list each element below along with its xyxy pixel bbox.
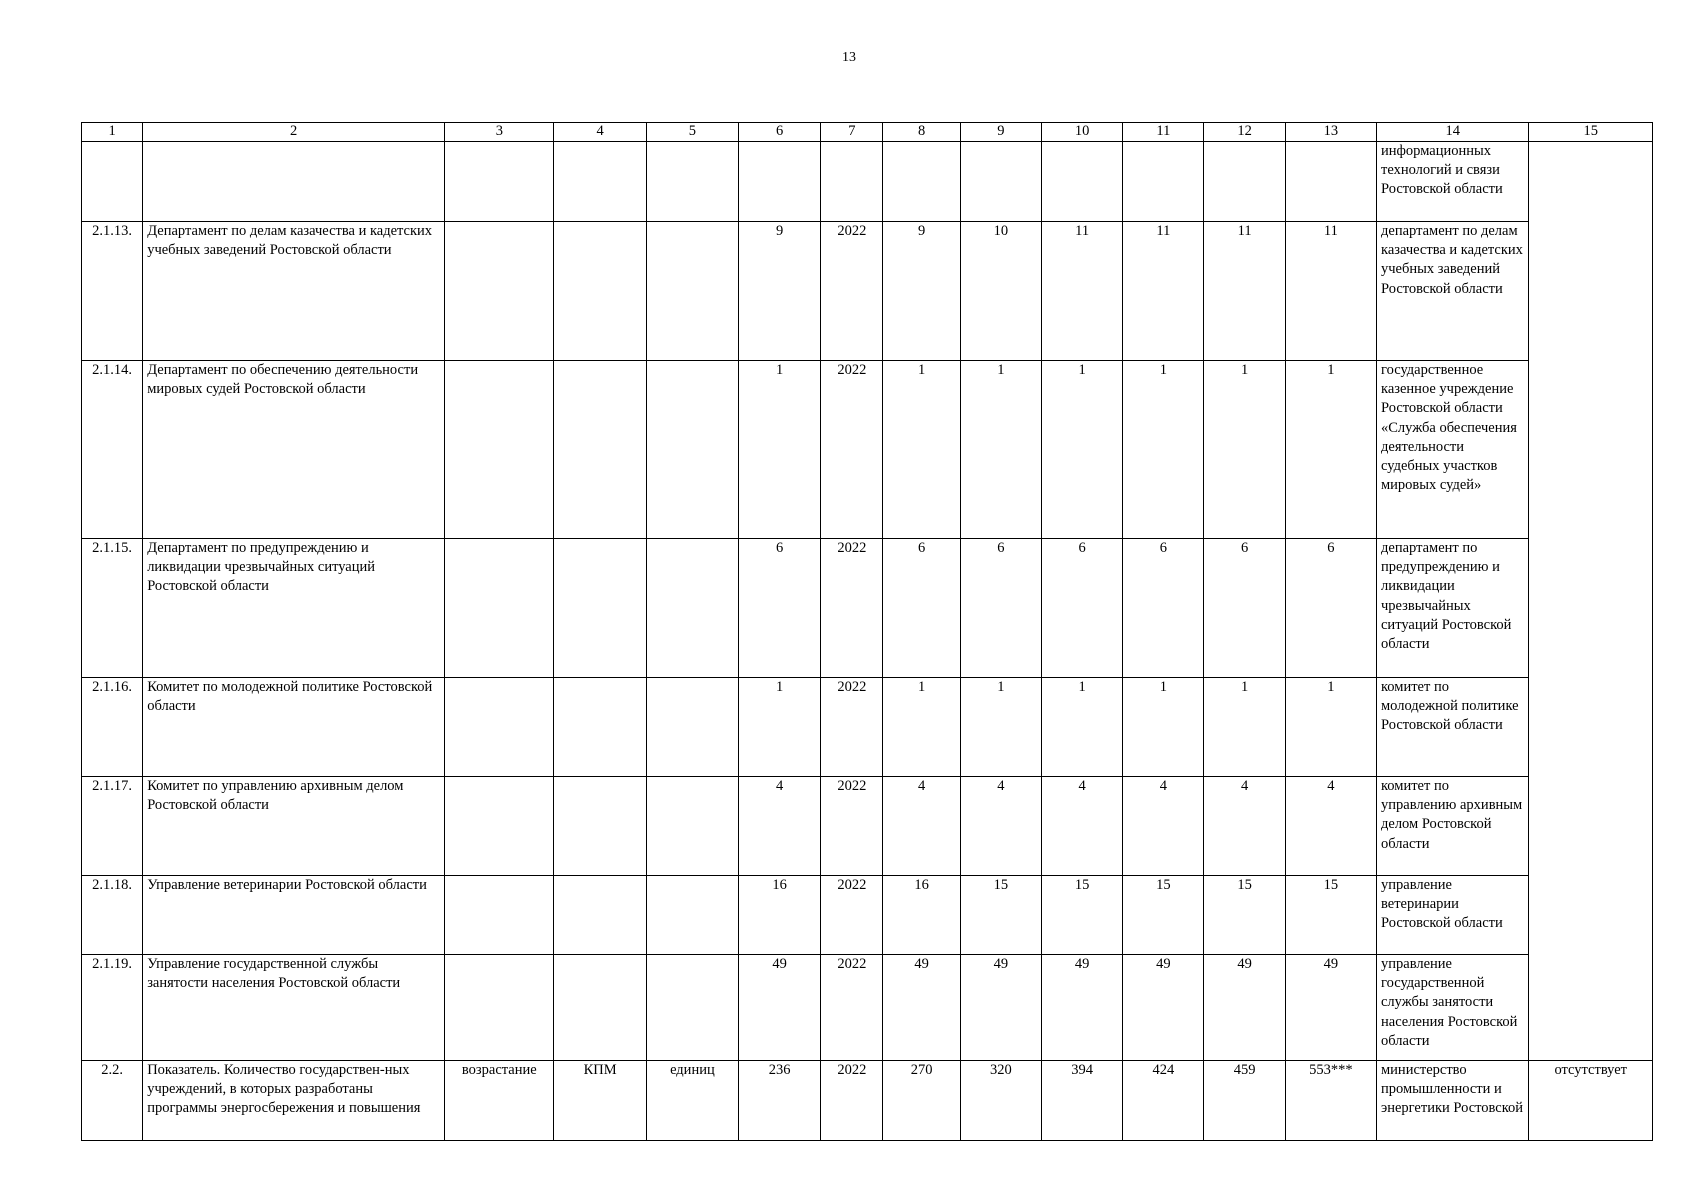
row-name: Показатель. Количество государствен-ных учреждений, в которых разработаны программы энергосбережения и повышения [143,1061,445,1141]
cell-value: 270 [883,1061,960,1141]
cell-value: 15 [1123,876,1204,955]
cell-type [554,539,646,678]
cell-base-value: 9 [739,222,821,361]
cell-value: 15 [960,876,1041,955]
row-number: 2.1.15. [82,539,143,678]
header-cell: 11 [1123,123,1204,142]
cell-value: 4 [1041,777,1122,876]
row-number: 2.2. [82,1061,143,1141]
cell-value: 6 [1123,539,1204,678]
row-number: 2.1.14. [82,361,143,539]
header-cell: 7 [821,123,883,142]
cell-value: 49 [1123,955,1204,1061]
cell-value [1204,142,1285,222]
cell-base-year: 2022 [821,777,883,876]
header-cell: 4 [554,123,646,142]
cell-value: 6 [883,539,960,678]
table-row [82,1061,1653,1141]
cell-value: 15 [1204,876,1285,955]
cell-unit [646,678,738,777]
cell-base-value: 1 [739,678,821,777]
cell-type [554,955,646,1061]
cell-value [1123,142,1204,222]
header-cell: 1 [82,123,143,142]
cell-value: 49 [1041,955,1122,1061]
cell-type [554,777,646,876]
cell-unit: единиц [646,1061,738,1141]
cell-responsible: информационных технологий и связи Ростовской области [1377,142,1529,222]
cell-base-value: 1 [739,361,821,539]
header-cell: 8 [883,123,960,142]
cell-value: 553*** [1285,1061,1376,1141]
row-number: 2.1.19. [82,955,143,1061]
row-name [143,142,445,222]
cell-link: отсутствует [1529,1061,1653,1141]
cell-value: 459 [1204,1061,1285,1141]
row-name: Департамент по предупреждению и ликвидации чрезвычайных ситуаций Ростовской области [143,539,445,678]
cell-type [554,678,646,777]
cell-base-year: 2022 [821,361,883,539]
cell-base-value: 6 [739,539,821,678]
cell-value: 6 [1041,539,1122,678]
cell-unit [646,142,738,222]
cell-type [554,142,646,222]
row-name: Комитет по молодежной политике Ростовской области [143,678,445,777]
cell-value: 394 [1041,1061,1122,1141]
cell-value: 1 [960,361,1041,539]
cell-responsible: комитет по молодежной политике Ростовской области [1377,678,1529,777]
cell-value: 4 [883,777,960,876]
cell-value: 4 [960,777,1041,876]
cell-value: 49 [1204,955,1285,1061]
cell-value: 6 [1285,539,1376,678]
cell-unit [646,539,738,678]
cell-value: 4 [1123,777,1204,876]
cell-value: 424 [1123,1061,1204,1141]
header-cell: 2 [143,123,445,142]
cell-value: 1 [1285,361,1376,539]
cell-responsible: управление ветеринарии Ростовской области [1377,876,1529,955]
row-number: 2.1.16. [82,678,143,777]
table-row [82,222,1653,361]
cell-base-year: 2022 [821,1061,883,1141]
row-name: Департамент по делам казачества и кадетских учебных заведений Ростовской области [143,222,445,361]
cell-value: 15 [1285,876,1376,955]
cell-value: 11 [1123,222,1204,361]
indicators-table [81,122,1653,1141]
cell-base-value: 4 [739,777,821,876]
cell-value: 1 [1285,678,1376,777]
table-row [82,876,1653,955]
cell-unit [646,777,738,876]
cell-value [960,142,1041,222]
row-name: Комитет по управлению архивным делом Ростовской области [143,777,445,876]
cell-value: 11 [1204,222,1285,361]
cell-value: 15 [1041,876,1122,955]
cell-direction: возрастание [445,1061,554,1141]
cell-unit [646,876,738,955]
cell-value: 16 [883,876,960,955]
cell-direction [445,777,554,876]
cell-value: 11 [1041,222,1122,361]
cell-value: 1 [1041,361,1122,539]
cell-value: 11 [1285,222,1376,361]
cell-value: 49 [883,955,960,1061]
row-number: 2.1.18. [82,876,143,955]
cell-type [554,222,646,361]
cell-value [1041,142,1122,222]
cell-direction [445,539,554,678]
row-number: 2.1.17. [82,777,143,876]
cell-base-value: 49 [739,955,821,1061]
cell-type: КПМ [554,1061,646,1141]
header-cell: 5 [646,123,738,142]
cell-value: 6 [960,539,1041,678]
table-row [82,777,1653,876]
cell-direction [445,876,554,955]
cell-value: 320 [960,1061,1041,1141]
cell-type [554,361,646,539]
cell-direction [445,222,554,361]
cell-value: 1 [883,361,960,539]
row-name: Управление ветеринарии Ростовской области [143,876,445,955]
cell-base-value [739,142,821,222]
table-row [82,539,1653,678]
table-row [82,678,1653,777]
cell-value: 6 [1204,539,1285,678]
row-number: 2.1.13. [82,222,143,361]
cell-value: 1 [883,678,960,777]
cell-value [883,142,960,222]
cell-direction [445,955,554,1061]
cell-value: 1 [1204,678,1285,777]
cell-responsible: департамент по делам казачества и кадетских учебных заведений Ростовской области [1377,222,1529,361]
row-name: Департамент по обеспечению деятельности мировых судей Ростовской области [143,361,445,539]
cell-base-year: 2022 [821,678,883,777]
cell-value: 4 [1285,777,1376,876]
header-cell: 9 [960,123,1041,142]
page-number: 13 [842,50,856,65]
cell-value: 10 [960,222,1041,361]
cell-base-value: 236 [739,1061,821,1141]
cell-value: 4 [1204,777,1285,876]
cell-value: 1 [1123,678,1204,777]
cell-base-year: 2022 [821,539,883,678]
header-cell: 14 [1377,123,1529,142]
cell-base-year: 2022 [821,222,883,361]
header-cell: 6 [739,123,821,142]
cell-responsible: департамент по предупреждению и ликвидации чрезвычайных ситуаций Ростовской области [1377,539,1529,678]
row-number [82,142,143,222]
row-name: Управление государственной службы занятости населения Ростовской области [143,955,445,1061]
cell-value: 49 [1285,955,1376,1061]
cell-direction [445,361,554,539]
cell-unit [646,361,738,539]
cell-base-value: 16 [739,876,821,955]
cell-value: 49 [960,955,1041,1061]
cell-base-year: 2022 [821,876,883,955]
cell-value: 1 [960,678,1041,777]
cell-value: 9 [883,222,960,361]
header-cell: 13 [1285,123,1376,142]
cell-value [1285,142,1376,222]
header-cell: 15 [1529,123,1653,142]
table-row [82,142,1653,222]
cell-responsible: комитет по управлению архивным делом Ростовской области [1377,777,1529,876]
cell-direction [445,678,554,777]
cell-base-year: 2022 [821,955,883,1061]
cell-unit [646,955,738,1061]
cell-base-year [821,142,883,222]
header-cell: 3 [445,123,554,142]
cell-link-merged [1529,142,1653,1061]
cell-type [554,876,646,955]
header-cell: 12 [1204,123,1285,142]
cell-responsible: министерство промышленности и энергетики Ростовской [1377,1061,1529,1141]
table-row [82,361,1653,539]
table-row [82,955,1653,1061]
cell-unit [646,222,738,361]
cell-responsible: государственное казенное учреждение Ростовской области «Служба обеспечения деятельности судебных участков мировых судей» [1377,361,1529,539]
cell-value: 1 [1123,361,1204,539]
cell-value: 1 [1204,361,1285,539]
cell-responsible: управление государственной службы занятости населения Ростовской области [1377,955,1529,1061]
cell-direction [445,142,554,222]
header-cell: 10 [1041,123,1122,142]
table-header-row [82,123,1653,142]
cell-value: 1 [1041,678,1122,777]
